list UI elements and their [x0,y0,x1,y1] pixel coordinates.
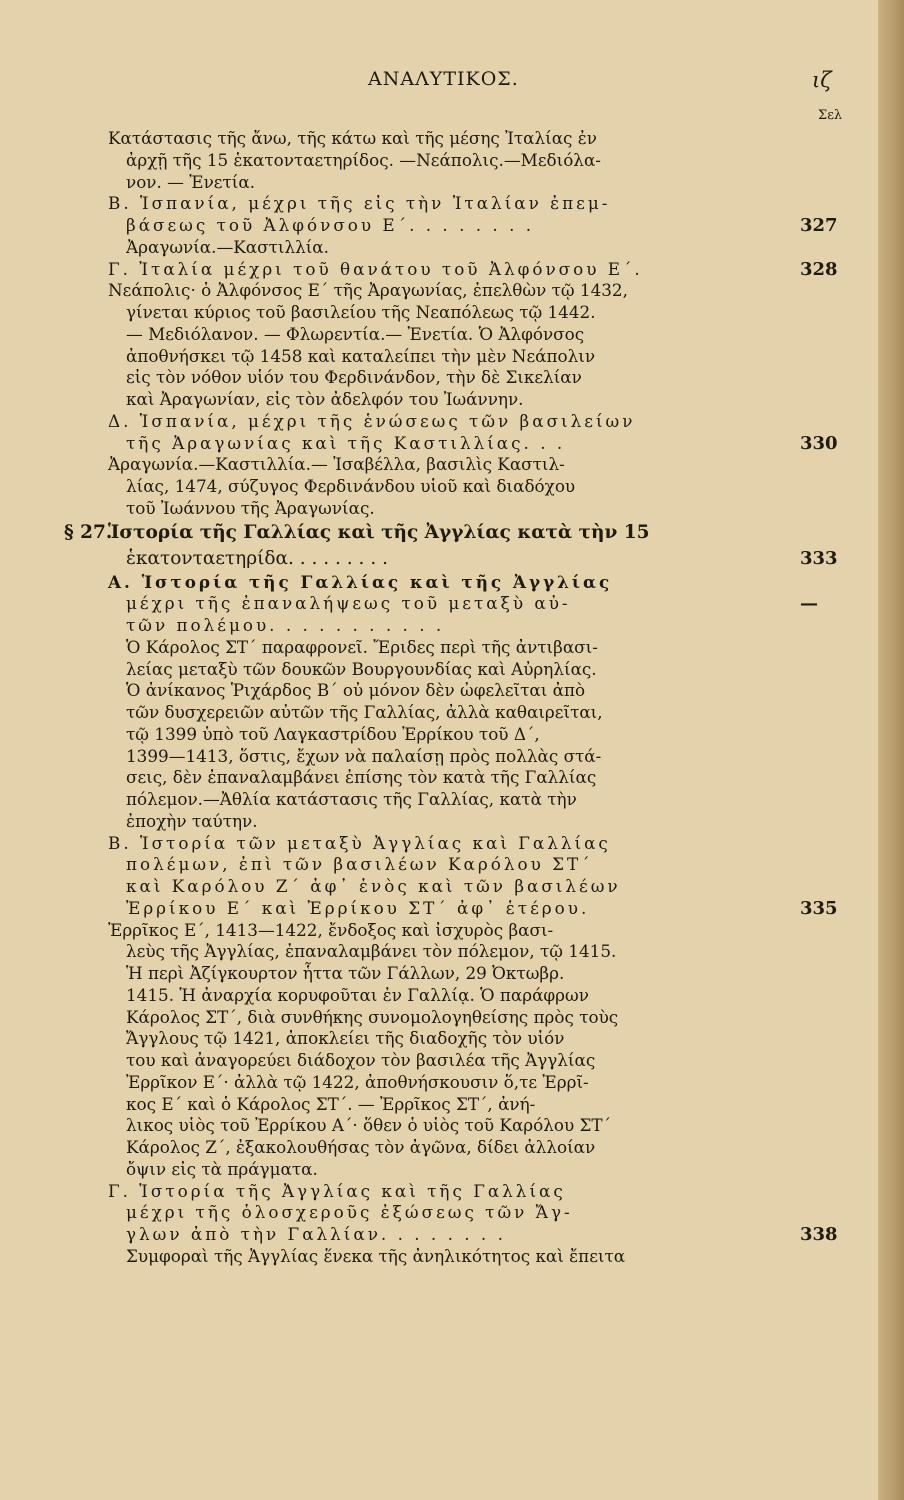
toc-line [108,615,868,637]
toc-line-text: πολέμων, ἐπὶ τῶν βασιλέων Καρόλου ΣΤ΄ [126,854,593,875]
toc-line-text: Ἀραγωνία.—Καστιλλία. [126,236,329,257]
toc-line [108,920,868,942]
toc-line-text: σεις, δὲν ἐπαναλαμβάνει ἐπίσης τὸν κατὰ τῆς Γαλλίας [126,767,597,788]
toc-line [108,1224,868,1246]
toc-line [108,346,868,368]
toc-line-text: μέχρι τῆς ἐπαναλήψεως τοῦ μεταξὺ αὐ- [126,593,571,614]
section-page-number: 333 [800,547,838,569]
toc-line-text: εἰς τὸν νόθον υἱόν του Φερδινάνδον, τὴν δὲ Σικελίαν [126,367,582,388]
toc-line-text: 1399—1413, ὅστις, ἔχων νὰ παλαίσῃ πρὸς πολλὰς στά- [126,745,602,766]
toc-line [108,876,868,898]
toc-line-text: Α. Ἱστορία τῆς Γαλλίας καὶ τῆς Ἀγγλίας [108,571,613,592]
toc-line-text: Δ. Ἱσπανία, μέχρι τῆς ἑνώσεως τῶν βασιλείων [108,410,636,431]
toc-line [108,411,868,433]
toc-line [108,454,868,476]
toc-line [108,237,868,259]
section-number: § 27. [64,521,113,543]
toc-line [108,172,868,194]
toc-line [108,367,868,389]
toc-line [108,433,868,455]
toc-line [108,476,868,498]
toc-line-text: Ἐρρῖκον Ε΄· ἀλλὰ τῷ 1422, ἀποθνήσκουσιν ὅ,τε Ἐρρῖ- [126,1071,589,1092]
toc-block-italy-spain [108,128,868,520]
toc-line-text: τῶν πολέμου. . . . . . . . . . . [126,615,445,635]
toc-line-text: μέχρι τῆς ὁλοσχεροῦς ἐξώσεως τῶν Ἄγ- [126,1202,573,1223]
toc-line-text: καὶ Ἀραγωνίαν, εἰς τὸν ἀδελφόν του Ἰωάννην. [126,389,524,409]
toc-line [108,680,868,702]
section-heading [64,520,868,546]
toc-line [108,1159,868,1181]
toc-line-text: νον. — Ἐνετία. [126,171,256,192]
section-title-line2: ἑκατονταετηρίδα. . . . . . . . . [126,547,388,569]
toc-line [108,302,868,324]
toc-line-text: γίνεται κύριος τοῦ βασιλείου τῆς Νεαπόλεως τῷ 1442. [126,302,596,322]
toc-line [108,963,868,985]
toc-page-ref: 338 [800,1224,838,1245]
toc-line-text: Κάρολος Ζ΄, ἐξακολουθήσας τὸν ἀγῶνα, δίδει ἀλλοίαν [126,1137,596,1157]
toc-page-ref: 335 [800,897,838,919]
toc-line-text: πόλεμον.—Ἀθλία κατάστασις τῆς Γαλλίας, κατὰ τὴν [126,789,577,809]
toc-line-text: Νεάπολις· ὁ Ἀλφόνσος Ε΄ τῆς Ἀραγωνίας, ἐπελθὼν τῷ 1432, [108,280,628,301]
toc-line-text: τῶν δυσχερειῶν αὐτῶν τῆς Γαλλίας, ἀλλὰ καθαιρεῖται, [126,702,603,722]
toc-line-text: Ἐρρῖκος Ε΄, 1413—1422, ἔνδοξος καὶ ἰσχυρὸς βασι- [108,919,554,940]
toc-page-ref: 328 [800,258,838,280]
section-heading-cont [108,546,868,572]
toc-line-text: γλων ἀπὸ τὴν Γαλλίαν. . . . . . . . [126,1224,506,1244]
toc-line-text: Γ. Ἱστορία τῆς Ἀγγλίας καὶ τῆς Γαλλίας [108,1180,566,1201]
toc-line [108,498,868,520]
page-edge [878,0,904,1500]
table-of-contents [64,128,868,1268]
toc-page-ref: — [800,593,818,615]
toc-page-ref: 327 [800,215,838,236]
toc-line [108,985,868,1007]
toc-line-text: καὶ Καρόλου Ζ΄ ἀφ᾽ ἑνὸς καὶ τῶν βασιλέων [126,876,621,896]
toc-line [108,1094,868,1116]
toc-line-text: Ἡ περὶ Ἀζίγκουρτον ἧττα τῶν Γάλλων, 29 Ὀκτωβρ. [126,963,565,983]
page-number: ιζ [812,68,832,92]
toc-line-text: λείας μεταξὺ τῶν δουκῶν Βουργουνδίας καὶ Αὐρηλίας. [126,658,597,679]
toc-line [108,941,868,963]
toc-line-text: ἀρχῇ τῆς 15 ἑκατονταετηρίδος. —Νεάπολις.—Μεδιόλα- [126,149,601,170]
toc-line-text: κος Ε΄ καὶ ὁ Κάρολος ΣΤ΄. — Ἐρρῖκος ΣΤ΄, ἀνή- [126,1093,536,1114]
toc-line [108,1050,868,1072]
toc-line [108,193,868,215]
toc-line-text: Ἄγγλους τῷ 1421, ἀποκλείει τῆς διαδοχῆς τὸν υἱόν [126,1028,565,1049]
toc-line-text: Ἀραγωνία.—Καστιλλία.— Ἰσαβέλλα, βασιλὶς Καστιλ- [108,454,565,475]
page-title: ΑΝΑΛΥΤΙΚΟΣ. [368,68,519,90]
toc-line [108,1028,868,1050]
toc-line [108,811,868,833]
toc-line-text: τῆς Ἀραγωνίας καὶ τῆς Καστιλλίας. . . [126,432,566,453]
toc-line [108,593,868,615]
toc-line [108,1246,868,1268]
toc-line-text: του καὶ ἀναγορεύει διάδοχον τὸν βασιλέα τῆς Ἀγγλίας [126,1050,596,1070]
toc-line [108,280,868,302]
toc-line [108,1072,868,1094]
toc-line [108,1202,868,1224]
toc-line [108,898,868,920]
toc-line [108,637,868,659]
toc-line [108,746,868,768]
toc-line-text: λικος υἱὸς τοῦ Ἐρρίκου Α΄· ὅθεν ὁ υἱὸς τοῦ Καρόλου ΣΤ΄ [126,1115,611,1136]
toc-page-ref: 330 [800,432,838,454]
toc-line [108,128,868,150]
running-header [0,68,878,98]
toc-line-text: Β. Ἱστορία τῶν μεταξὺ Ἀγγλίας καὶ Γαλλίας [108,832,611,853]
toc-line-text: — Μεδιόλανον. — Φλωρεντία.— Ἐνετία. Ὁ Ἀλφόνσος [126,323,585,344]
toc-line [108,724,868,746]
toc-line [108,1137,868,1159]
toc-line [108,259,868,281]
toc-line-text: Κατάστασις τῆς ἄνω, τῆς κάτω καὶ τῆς μέσης Ἰταλίας ἐν [108,128,597,148]
toc-line-text: 1415. Ἡ ἀναρχία κορυφοῦται ἐν Γαλλίᾳ. Ὁ παράφρων [126,984,589,1005]
page-column-label: Σελ [818,108,843,123]
toc-line [108,702,868,724]
toc-line-text: βάσεως τοῦ Ἀλφόνσου Ε΄. . . . . . . . [126,215,535,235]
toc-line-text: Κάρολος ΣΤ΄, διὰ συνθήκης συνομολογηθείσης πρὸς τοὺς [126,1006,619,1027]
toc-line-text: Β. Ἱσπανία, μέχρι τῆς εἰς τὴν Ἰταλίαν ἐπεμ- [108,193,611,214]
toc-line [108,150,868,172]
toc-line [108,572,868,594]
toc-line [108,854,868,876]
toc-line [108,324,868,346]
toc-line [108,389,868,411]
toc-line-text: Γ. Ἰταλία μέχρι τοῦ θανάτου τοῦ Ἀλφόνσου Ε΄. [108,258,643,279]
toc-line-text: Ὁ Κάρολος ΣΤ΄ παραφρονεῖ. Ἔριδες περὶ τῆς ἀντιβασι- [126,636,598,657]
toc-line [108,1115,868,1137]
toc-line-text: Ἐρρίκου Ε΄ καὶ Ἐρρίκου ΣΤ΄ ἀφ᾽ ἑτέρου. [126,897,590,918]
toc-line-text: τῷ 1399 ὑπὸ τοῦ Λαγκαστρίδου Ἐρρίκου τοῦ Δ΄, [126,723,540,744]
toc-block-france-england [108,572,868,1268]
toc-line [108,767,868,789]
toc-line-text: λίας, 1474, σύζυγος Φερδινάνδου υἱοῦ καὶ διαδόχου [126,476,576,496]
toc-line [108,215,868,237]
toc-line-text: Ὁ ἀνίκανος Ῥιχάρδος Β΄ οὐ μόνον δὲν ὠφελεῖται ἀπὸ [126,680,586,701]
section-title-line1: Ἱστορία τῆς Γαλλίας καὶ τῆς Ἀγγλίας κατὰ τὴν 15 [108,521,650,543]
toc-line [108,1181,868,1203]
toc-line [108,1007,868,1029]
toc-line [108,789,868,811]
toc-line-text: ἀποθνήσκει τῷ 1458 καὶ καταλείπει τὴν μὲν Νεάπολιν [126,345,596,366]
toc-line-text: λεὺς τῆς Ἀγγλίας, ἐπαναλαμβάνει τὸν πόλεμον, τῷ 1415. [126,941,617,962]
toc-line [108,659,868,681]
toc-line-text: τοῦ Ἰωάννου τῆς Ἀραγωνίας. [126,497,375,518]
toc-line-text: Συμφοραὶ τῆς Ἀγγλίας ἕνεκα τῆς ἀνηλικότητος καὶ ἔπειτα [126,1245,626,1266]
toc-line-text: ἐποχὴν ταύτην. [126,810,258,831]
toc-line [108,833,868,855]
toc-line-text: ὄψιν εἰς τὰ πράγματα. [126,1158,318,1179]
